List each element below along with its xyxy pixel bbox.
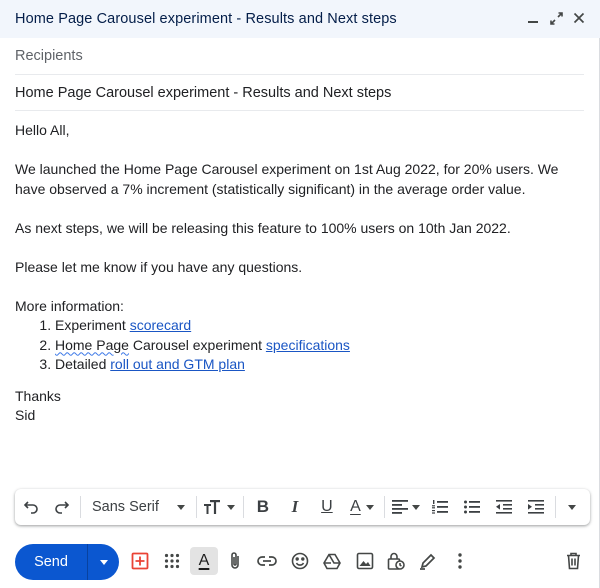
chevron-down-icon [412,505,420,510]
greeting-text: Hello All, [15,122,70,138]
list-item [55,336,585,356]
paragraph-results: We launched the Home Page Carousel experiment on 1st Aug 2022, for 20% users. We have observed a 7% increment (statistically significant) in the average order value. [15,161,559,197]
underline-button[interactable]: U [321,498,333,515]
spellcheck-underlined-text[interactable]: Home Page [55,336,129,353]
list-item-text: Experiment [55,317,130,333]
send-options-button[interactable] [88,544,119,580]
list-item [55,355,585,375]
indent-less-icon[interactable] [488,493,520,521]
gtm-plan-link[interactable]: roll out and GTM plan [110,356,245,372]
minimize-icon[interactable] [526,10,540,26]
italic-button[interactable]: I [291,497,299,516]
recipients-field[interactable]: Recipients [15,38,584,75]
attachment-icon[interactable] [225,551,245,571]
window-controls [526,10,586,26]
chevron-down-icon [100,560,108,565]
compose-title: Home Page Carousel experiment - Results and Next steps [15,11,397,27]
text-color-button[interactable] [343,493,381,521]
toolbar-divider [384,496,385,518]
compose-bottom-bar [0,541,600,588]
undo-icon[interactable] [15,493,47,521]
signature-icon[interactable] [418,551,438,571]
indent-more-icon[interactable] [520,493,552,521]
compose-titlebar[interactable] [0,0,600,38]
list-item-text: Detailed [55,356,111,372]
formatting-options-button[interactable]: A [190,547,218,575]
discard-draft-icon[interactable] [563,551,583,571]
chevron-down-icon [227,505,235,510]
chevron-down-icon [366,505,374,510]
chevron-down-icon [177,505,185,510]
paragraph-next-steps: As next steps, we will be releasing this feature to 100% users on 10th Jan 2022. [15,219,511,236]
fullscreen-icon[interactable] [549,10,563,26]
numbered-list-icon[interactable] [424,493,456,521]
specifications-link[interactable]: specifications [265,336,350,353]
emoji-icon[interactable] [290,551,310,571]
apps-grid-icon[interactable] [162,551,182,571]
more-formatting-button[interactable] [559,493,585,521]
text-size-icon [204,500,222,514]
toolbar-divider [80,496,81,518]
more-options-icon[interactable] [450,551,470,571]
toolbar-divider [243,496,244,518]
bold-button[interactable]: B [256,497,270,516]
message-body[interactable] [15,121,585,426]
formatting-toolbar [15,489,590,525]
toolbar-divider [555,496,556,518]
signoff-text: Thanks [15,387,61,404]
list-item [55,316,585,336]
send-button[interactable]: Send [34,554,68,570]
drive-icon[interactable] [322,551,342,571]
align-button[interactable] [388,493,424,521]
font-size-button[interactable] [200,493,240,521]
send-button-group [15,544,119,580]
confidential-mode-icon[interactable] [386,551,406,571]
link-icon[interactable] [257,551,277,571]
text-color-icon: A [350,498,361,515]
scorecard-link[interactable]: scorecard [129,317,192,333]
signature-text: Sid [15,407,36,423]
font-family-value: Sans Serif [92,499,159,515]
subject-field[interactable]: Home Page Carousel experiment - Results and Next steps [15,75,584,111]
align-left-icon [392,500,408,514]
chevron-down-icon [568,505,576,510]
font-family-select[interactable] [84,493,193,521]
layouts-icon[interactable] [130,551,150,571]
redo-icon[interactable] [47,493,77,521]
toolbar-divider [196,496,197,518]
more-info-heading: More information: [15,297,124,314]
bulleted-list-icon[interactable] [456,493,488,521]
info-list [55,316,585,375]
insert-photo-icon[interactable] [355,551,375,571]
close-icon[interactable] [572,10,586,26]
paragraph-questions: Please let me know if you have any questions. [15,258,303,275]
list-item-text: Carousel experiment [128,336,266,353]
